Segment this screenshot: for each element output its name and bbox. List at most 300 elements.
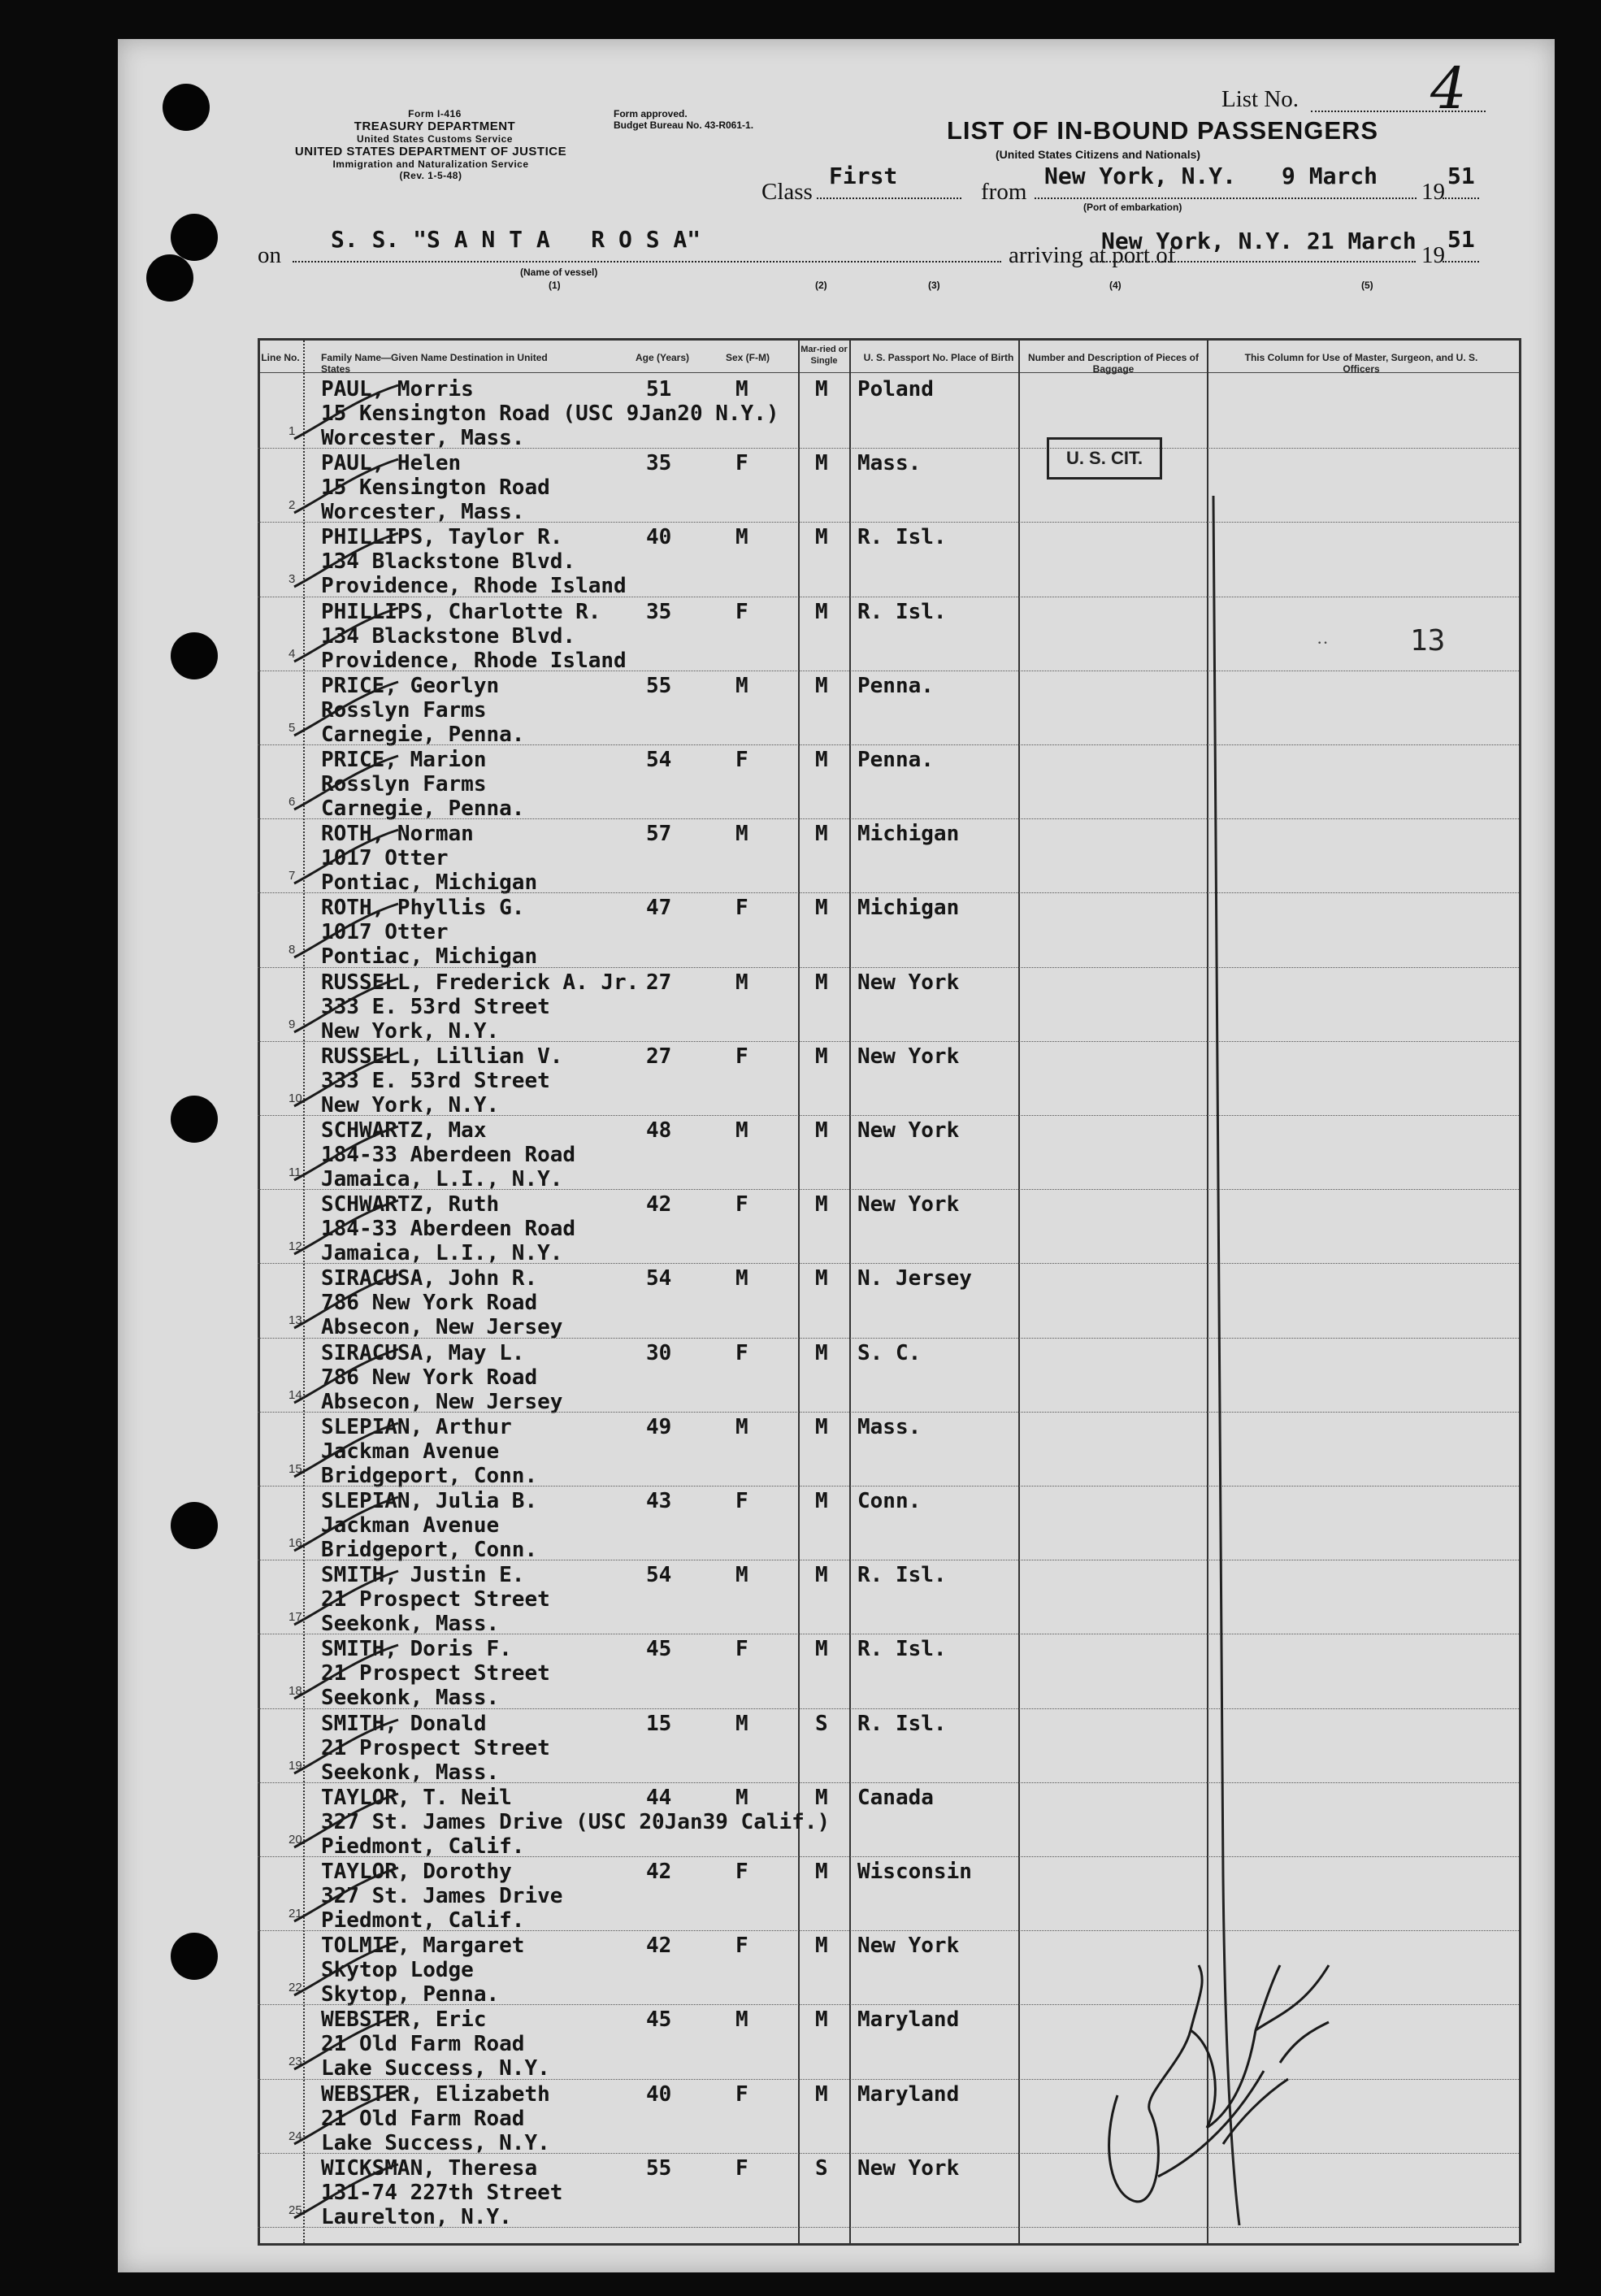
budget-label: Budget Bureau No. 43-R061-1. — [614, 119, 754, 131]
punch-hole — [171, 214, 218, 261]
row-divider — [258, 522, 1519, 523]
passenger-marital-status: M — [815, 1118, 828, 1143]
passenger-row — [118, 671, 1555, 747]
line-number: 4 — [289, 646, 296, 661]
passenger-row — [118, 967, 1555, 1044]
passenger-sex: F — [735, 1934, 748, 1959]
row-divider — [258, 1412, 1519, 1413]
passenger-age: 47 — [646, 896, 672, 921]
check-mark-icon — [293, 1864, 406, 1929]
list-no-label: List No. — [1221, 86, 1299, 112]
class-value: First — [829, 163, 898, 189]
passenger-sex: F — [735, 1044, 748, 1069]
check-mark-icon — [293, 1494, 406, 1559]
col-header-passport: U. S. Passport No. Place of Birth — [863, 352, 1014, 363]
passenger-city: Providence, Rhode Island — [321, 648, 627, 673]
passenger-marital-status: M — [815, 377, 828, 401]
passenger-name: SIRACUSA, John R. — [321, 1266, 538, 1291]
passenger-row — [118, 1708, 1555, 1785]
from-value: New York, N.Y. — [1044, 163, 1237, 189]
check-mark-icon — [293, 2087, 406, 2152]
line-number: 23 — [289, 2055, 302, 2069]
passenger-address: 134 Blackstone Blvd. — [321, 623, 576, 649]
passenger-marital-status: M — [815, 451, 828, 476]
from-date: 9 March — [1282, 163, 1378, 189]
passenger-sex: F — [735, 896, 748, 921]
passenger-name: ROTH, Phyllis G. — [321, 896, 525, 921]
us-citizen-stamp: U. S. CIT. — [1047, 437, 1162, 480]
passenger-address: 333 E. 53rd Street — [321, 994, 550, 1019]
passenger-row — [118, 448, 1555, 525]
officer-note-dots: ·· — [1317, 632, 1329, 653]
passenger-address: Rosslyn Farms — [321, 772, 487, 796]
passenger-age: 54 — [646, 1563, 672, 1588]
passenger-marital-status: M — [815, 1489, 828, 1513]
passenger-sex: M — [735, 377, 748, 401]
line-number: 9 — [289, 1017, 296, 1031]
passenger-row — [118, 1560, 1555, 1637]
passenger-row — [118, 1930, 1555, 2007]
passenger-address: Jackman Avenue — [321, 1513, 500, 1538]
passenger-birthplace: R. Isl. — [857, 1563, 947, 1588]
passenger-name: SMITH, Donald — [321, 1711, 487, 1736]
line-number: 11 — [289, 1165, 302, 1179]
passenger-age: 27 — [646, 1044, 672, 1069]
passenger-sex: F — [735, 1637, 748, 1662]
passenger-name: TAYLOR, Dorothy — [321, 1860, 512, 1884]
line-number: 17 — [289, 1610, 302, 1625]
punch-hole — [146, 254, 193, 302]
passenger-birthplace: Maryland — [857, 2007, 960, 2033]
col-header-officers: This Column for Use of Master, Surgeon, and U. S. Officers — [1244, 352, 1478, 375]
passenger-row — [118, 744, 1555, 821]
passenger-birthplace: New York — [857, 1044, 960, 1069]
passenger-address: 1017 Otter — [321, 920, 449, 945]
vessel-name: S. S. "S A N T A R O S A" — [331, 226, 701, 253]
passenger-sex: F — [735, 451, 748, 476]
passenger-age: 42 — [646, 1192, 672, 1217]
check-mark-icon — [293, 679, 406, 744]
passenger-address: 15 Kensington Road — [321, 475, 550, 501]
arrival-year: 51 — [1447, 226, 1475, 253]
passenger-birthplace: Penna. — [857, 748, 934, 772]
row-divider — [258, 892, 1519, 893]
passenger-city: Absecon, New Jersey — [321, 1315, 563, 1340]
passenger-name: PHILLIPS, Taylor R. — [321, 525, 563, 550]
passenger-city: Bridgeport, Conn. — [321, 1463, 538, 1488]
passenger-sex: F — [735, 1340, 748, 1365]
check-mark-icon — [293, 975, 406, 1040]
check-mark-icon — [293, 456, 406, 521]
passenger-birthplace: Mass. — [857, 451, 922, 476]
passenger-name: RUSSELL, Lillian V. — [321, 1044, 563, 1069]
punch-hole — [163, 84, 210, 131]
passenger-marital-status: S — [815, 1711, 828, 1736]
passenger-age: 55 — [646, 673, 672, 698]
line-number: 6 — [289, 795, 296, 809]
row-divider — [258, 967, 1519, 968]
passenger-birthplace: Michigan — [857, 822, 960, 847]
check-mark-icon — [293, 1197, 406, 1262]
passenger-age: 55 — [646, 2155, 672, 2181]
line-number: 8 — [289, 943, 296, 957]
passenger-name: SCHWARTZ, Ruth — [321, 1192, 500, 1217]
passenger-birthplace: New York — [857, 2155, 960, 2181]
line-number: 1 — [289, 424, 296, 438]
passenger-sex: M — [735, 1785, 748, 1810]
passenger-marital-status: M — [815, 2081, 828, 2107]
passenger-age: 42 — [646, 1934, 672, 1959]
check-mark-icon — [293, 1790, 406, 1855]
passenger-marital-status: M — [815, 1340, 828, 1365]
passenger-name: SMITH, Justin E. — [321, 1563, 525, 1588]
passenger-sex: M — [735, 1414, 748, 1439]
row-divider — [258, 1930, 1519, 1931]
ins-label: Immigration and Naturalization Service — [332, 158, 529, 170]
row-divider — [258, 1856, 1519, 1857]
passenger-birthplace: Michigan — [857, 896, 960, 921]
approval-block — [614, 108, 753, 131]
passenger-marital-status: M — [815, 2007, 828, 2033]
line-number: 7 — [289, 869, 296, 883]
check-mark-icon — [293, 2161, 406, 2226]
line-number: 20 — [289, 1832, 302, 1847]
line-number: 12 — [289, 1239, 302, 1254]
passenger-marital-status: M — [815, 1414, 828, 1439]
line-number: 2 — [289, 498, 296, 513]
passenger-age: 35 — [646, 599, 672, 624]
passenger-name: PHILLIPS, Charlotte R. — [321, 599, 601, 624]
from-year: 51 — [1447, 163, 1475, 189]
passenger-city: Seekonk, Mass. — [321, 1612, 500, 1637]
line-number: 3 — [289, 572, 296, 587]
passenger-address: 184-33 Aberdeen Road — [321, 1217, 576, 1242]
passenger-marital-status: M — [815, 1044, 828, 1069]
passenger-birthplace: R. Isl. — [857, 1637, 947, 1662]
passenger-row — [118, 1486, 1555, 1562]
passenger-sex: F — [735, 748, 748, 772]
passenger-marital-status: S — [815, 2155, 828, 2181]
from-year-prefix: 19 — [1421, 179, 1445, 205]
passenger-city: Piedmont, Calif. — [321, 1834, 525, 1859]
passenger-sex: F — [735, 2155, 748, 2181]
passenger-row — [118, 1115, 1555, 1191]
on-label: on — [258, 242, 281, 268]
passenger-address: 786 New York Road — [321, 1365, 538, 1390]
passenger-row — [118, 1782, 1555, 1859]
passenger-city: Laurelton, N.Y. — [321, 2204, 512, 2229]
passenger-name: TOLMIE, Margaret — [321, 1934, 525, 1959]
line-number: 25 — [289, 2203, 302, 2217]
passenger-city: Worcester, Mass. — [321, 426, 525, 450]
passenger-name: TAYLOR, T. Neil — [321, 1785, 512, 1810]
passenger-row — [118, 1412, 1555, 1488]
arrival-year-prefix: 19 — [1421, 242, 1445, 268]
passenger-birthplace: N. Jersey — [857, 1266, 972, 1291]
row-divider — [258, 1782, 1519, 1783]
row-divider — [258, 1189, 1519, 1190]
passenger-birthplace: Wisconsin — [857, 1860, 972, 1884]
passenger-age: 45 — [646, 1637, 672, 1662]
passenger-row — [118, 2079, 1555, 2155]
passenger-name: SLEPIAN, Julia B. — [321, 1489, 538, 1513]
passenger-address: Rosslyn Farms — [321, 697, 487, 723]
passenger-city: Carnegie, Penna. — [321, 722, 525, 747]
passenger-city: Lake Success, N.Y. — [321, 2056, 550, 2081]
passenger-address: 21 Old Farm Road — [321, 2106, 525, 2131]
passenger-row — [118, 892, 1555, 970]
list-no-value: 4 — [1430, 55, 1467, 122]
page-subtitle: (United States Citizens and Nationals) — [996, 148, 1201, 161]
passenger-age: 51 — [646, 377, 672, 401]
passenger-sex: M — [735, 2007, 748, 2033]
passenger-sex: M — [735, 822, 748, 847]
passenger-marital-status: M — [815, 1785, 828, 1810]
row-divider — [258, 1263, 1519, 1264]
line-number: 16 — [289, 1536, 302, 1550]
passenger-address: 327 St. James Drive (USC 20Jan39 Calif.) — [321, 1809, 831, 1834]
passenger-row — [118, 818, 1555, 896]
check-mark-icon — [293, 530, 406, 595]
passenger-age: 45 — [646, 2007, 672, 2033]
line-number: 21 — [289, 1907, 302, 1921]
justice-block — [252, 145, 610, 181]
col-number-5: (5) — [1361, 280, 1373, 291]
passenger-age: 40 — [646, 2081, 672, 2107]
passenger-address: 131-74 227th Street — [321, 2180, 563, 2205]
passenger-row — [118, 1338, 1555, 1414]
passenger-birthplace: Maryland — [857, 2081, 960, 2107]
passenger-marital-status: M — [815, 1934, 828, 1959]
passenger-marital-status: M — [815, 1860, 828, 1884]
vessel-caption: (Name of vessel) — [520, 267, 598, 278]
rev-label: (Rev. 1-5-48) — [399, 170, 462, 181]
row-divider — [258, 448, 1519, 449]
col-header-sex: Sex (F-M) — [726, 352, 770, 363]
check-mark-icon — [293, 753, 406, 818]
class-label: Class — [761, 179, 813, 205]
officer-note: 13 — [1410, 624, 1446, 658]
passenger-city: Skytop, Penna. — [321, 1982, 500, 2007]
check-mark-icon — [293, 1271, 406, 1336]
approval-label: Form approved. — [614, 108, 688, 119]
passenger-birthplace: Poland — [857, 377, 934, 401]
check-mark-icon — [293, 1123, 406, 1188]
passenger-age: 49 — [646, 1414, 672, 1439]
passenger-city: Providence, Rhode Island — [321, 574, 627, 599]
passenger-row — [118, 374, 1555, 450]
passenger-address: Skytop Lodge — [321, 1958, 474, 1983]
passenger-row — [118, 1856, 1555, 1933]
passenger-city: Seekonk, Mass. — [321, 1686, 500, 1711]
passenger-name: PRICE, Georlyn — [321, 673, 500, 698]
passenger-birthplace: Conn. — [857, 1489, 922, 1513]
passenger-city: Jamaica, L.I., N.Y. — [321, 1167, 563, 1191]
check-mark-icon — [293, 382, 406, 447]
passenger-name: WEBSTER, Elizabeth — [321, 2081, 550, 2107]
check-mark-icon — [293, 1346, 406, 1411]
check-mark-icon — [293, 1642, 406, 1707]
passenger-city: Carnegie, Penna. — [321, 796, 525, 821]
passenger-address: 21 Prospect Street — [321, 1587, 550, 1612]
col-number-3: (3) — [928, 280, 940, 291]
passenger-sex: M — [735, 970, 748, 995]
form-block — [321, 108, 549, 145]
arrival-value: New York, N.Y. 21 March — [1101, 228, 1417, 254]
col-header-line: Line No. — [261, 352, 300, 363]
passenger-address: 786 New York Road — [321, 1291, 538, 1316]
passenger-city: New York, N.Y. — [321, 1092, 500, 1118]
passenger-address: Jackman Avenue — [321, 1439, 500, 1464]
row-divider — [258, 1041, 1519, 1042]
passenger-marital-status: M — [815, 896, 828, 921]
passenger-address: 333 E. 53rd Street — [321, 1068, 550, 1093]
passenger-row — [118, 1041, 1555, 1118]
passenger-city: Piedmont, Calif. — [321, 1908, 525, 1933]
passenger-age: 30 — [646, 1340, 672, 1365]
col-number-2: (2) — [815, 280, 827, 291]
passenger-marital-status: M — [815, 1563, 828, 1588]
passenger-birthplace: Penna. — [857, 673, 934, 698]
passenger-age: 44 — [646, 1785, 672, 1810]
check-mark-icon — [293, 901, 406, 966]
passenger-city: New York, N.Y. — [321, 1018, 500, 1044]
passenger-marital-status: M — [815, 525, 828, 550]
passenger-address: 21 Prospect Street — [321, 1661, 550, 1686]
line-number: 18 — [289, 1684, 302, 1699]
passenger-sex: M — [735, 1563, 748, 1588]
passenger-sex: M — [735, 1118, 748, 1143]
passenger-row — [118, 522, 1555, 599]
passenger-marital-status: M — [815, 673, 828, 698]
check-mark-icon — [293, 1717, 406, 1782]
check-mark-icon — [293, 1420, 406, 1485]
col-number-4: (4) — [1109, 280, 1122, 291]
inspector-signature — [1069, 1933, 1337, 2225]
passenger-name: PAUL, Morris — [321, 377, 474, 401]
passenger-sex: F — [735, 1489, 748, 1513]
passenger-marital-status: M — [815, 1266, 828, 1291]
row-divider — [258, 744, 1519, 745]
page-title: LIST OF IN-BOUND PASSENGERS — [947, 116, 1379, 145]
passenger-name: PAUL, Helen — [321, 451, 462, 476]
passenger-row — [118, 2004, 1555, 2081]
passenger-birthplace: New York — [857, 1118, 960, 1143]
passenger-city: Lake Success, N.Y. — [321, 2130, 550, 2155]
passenger-birthplace: New York — [857, 970, 960, 995]
passenger-address: 327 St. James Drive — [321, 1884, 563, 1908]
port-caption: (Port of embarkation) — [1083, 202, 1182, 213]
passenger-age: 43 — [646, 1489, 672, 1513]
passenger-birthplace: New York — [857, 1934, 960, 1959]
line-number: 14 — [289, 1387, 302, 1402]
passenger-age: 42 — [646, 1860, 672, 1884]
col-number-1: (1) — [549, 280, 561, 291]
passenger-city: Worcester, Mass. — [321, 500, 525, 525]
passenger-birthplace: R. Isl. — [857, 525, 947, 550]
row-divider — [258, 1708, 1519, 1709]
passenger-sex: F — [735, 2081, 748, 2107]
treasury-label: TREASURY DEPARTMENT — [354, 119, 516, 133]
passenger-row — [118, 1634, 1555, 1711]
passenger-city: Pontiac, Michigan — [321, 870, 538, 896]
passenger-sex: M — [735, 1711, 748, 1736]
customs-label: United States Customs Service — [357, 133, 513, 145]
passenger-row — [118, 1263, 1555, 1340]
passenger-birthplace: New York — [857, 1192, 960, 1217]
passenger-address: 134 Blackstone Blvd. — [321, 549, 576, 575]
passenger-city: Pontiac, Michigan — [321, 944, 538, 970]
passenger-city: Bridgeport, Conn. — [321, 1538, 538, 1562]
passenger-birthplace: Mass. — [857, 1414, 922, 1439]
passenger-city: Seekonk, Mass. — [321, 1760, 500, 1785]
col-header-name: Family Name—Given Name Destination in United States — [321, 352, 548, 375]
passenger-birthplace: R. Isl. — [857, 1711, 947, 1736]
col-header-married: Mar-ried or Single — [800, 345, 848, 366]
passenger-name: ROTH, Norman — [321, 822, 474, 847]
passenger-name: SIRACUSA, May L. — [321, 1340, 525, 1365]
passenger-sex: M — [735, 525, 748, 550]
passenger-row — [118, 2153, 1555, 2229]
justice-label: UNITED STATES DEPARTMENT OF JUSTICE — [294, 145, 567, 158]
line-number: 13 — [289, 1313, 302, 1328]
passenger-birthplace: R. Isl. — [857, 599, 947, 624]
row-divider — [258, 818, 1519, 819]
passenger-sex: F — [735, 1860, 748, 1884]
passenger-name: PRICE, Marion — [321, 748, 487, 772]
passenger-birthplace: S. C. — [857, 1340, 922, 1365]
passenger-marital-status: M — [815, 822, 828, 847]
passenger-age: 54 — [646, 748, 672, 772]
line-number: 19 — [289, 1758, 302, 1773]
passenger-address: 184-33 Aberdeen Road — [321, 1143, 576, 1167]
passenger-birthplace: Canada — [857, 1785, 934, 1810]
passenger-age: 15 — [646, 1711, 672, 1736]
passenger-address: 15 Kensington Road (USC 9Jan20 N.Y.) — [321, 401, 779, 426]
manifest-page — [118, 39, 1555, 2272]
passenger-age: 27 — [646, 970, 672, 995]
passenger-name: SLEPIAN, Arthur — [321, 1414, 512, 1439]
passenger-marital-status: M — [815, 970, 828, 995]
passenger-sex: F — [735, 599, 748, 624]
passenger-age: 35 — [646, 451, 672, 476]
line-number: 5 — [289, 720, 296, 735]
from-label: from — [981, 179, 1027, 205]
row-divider — [258, 1486, 1519, 1487]
passenger-age: 54 — [646, 1266, 672, 1291]
check-mark-icon — [293, 1938, 406, 2003]
check-mark-icon — [293, 605, 406, 670]
passenger-sex: M — [735, 1266, 748, 1291]
passenger-marital-status: M — [815, 599, 828, 624]
passenger-age: 48 — [646, 1118, 672, 1143]
passenger-age: 40 — [646, 525, 672, 550]
passenger-name: SMITH, Doris F. — [321, 1637, 512, 1662]
passenger-marital-status: M — [815, 1192, 828, 1217]
col-header-baggage: Number and Description of Pieces of Baggage — [1027, 352, 1200, 375]
line-number: 15 — [289, 1461, 302, 1476]
line-number: 22 — [289, 1981, 302, 1995]
passenger-marital-status: M — [815, 748, 828, 772]
line-number: 24 — [289, 2129, 302, 2143]
passenger-address: 21 Old Farm Road — [321, 2032, 525, 2057]
check-mark-icon — [293, 827, 406, 892]
check-mark-icon — [293, 1568, 406, 1633]
form-number: Form I-416 — [408, 108, 462, 119]
passenger-row — [118, 1189, 1555, 1266]
passenger-sex: M — [735, 673, 748, 698]
row-divider — [258, 1115, 1519, 1116]
